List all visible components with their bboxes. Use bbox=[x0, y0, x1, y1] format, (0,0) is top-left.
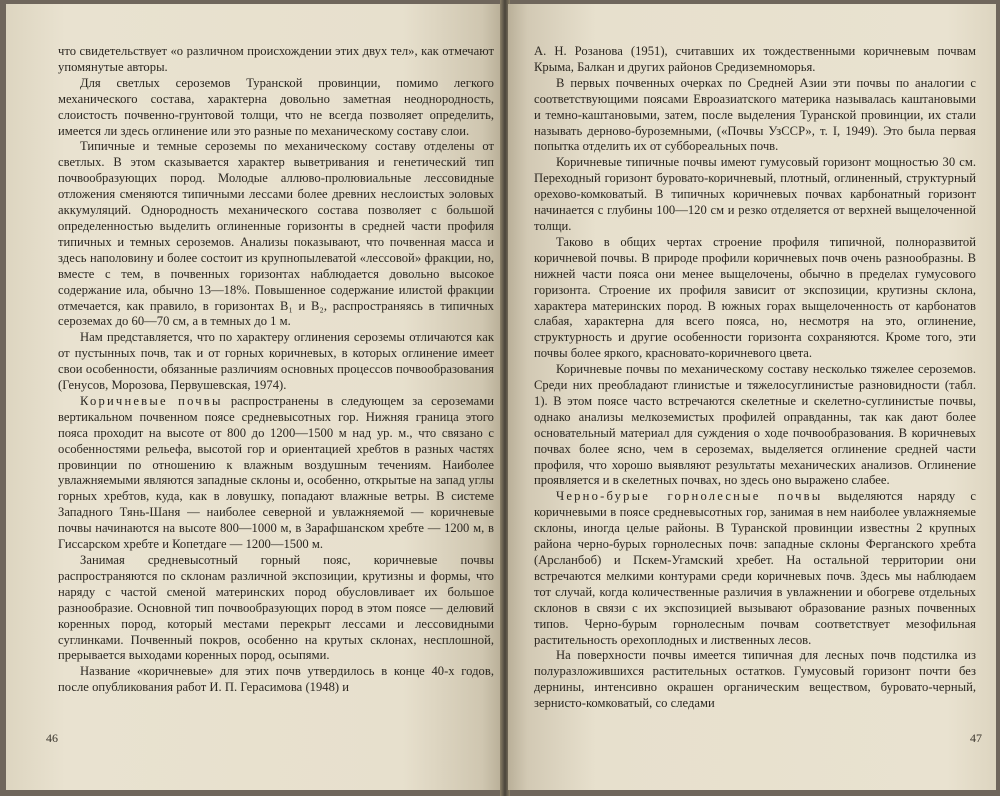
spaced-term: Коричневые почвы bbox=[80, 393, 223, 408]
paragraph: что свидетельствует «о различном происхождении этих двух тел», как отмечают упомянутые авторы. bbox=[58, 44, 494, 74]
paragraph: Коричневые почвы по механическому составу несколько тяжелее сероземов. Среди них преобладают глинистые и тяжелосуглинистые разновидности (табл. 1). В этом поясе часто встречаются скелетные и скелетно-суглинистые почвы, однако анализы мелкоземистых профилей оправданны, так как дают более основательный материал для суждения о ходе почвообразования. В коричневых почвах более ясно, чем в сероземах, выделяется оглинение средней части профиля, что хорошо выявляют результаты механических анализов. Оглинение проявляется и в скелетных почвах, но здесь оно выражено слабее. bbox=[534, 362, 976, 488]
paragraph: Для светлых сероземов Туранской провинции, помимо легкого механического состава, характерна довольно заметная неоднородность, слоистость почвенно-грунтовой толщи, что не всегда позволяет определить, имеется ли здесь оглинение или это разные по механическому составу слои. bbox=[58, 75, 494, 138]
paragraph-continuation: наряду с коричневыми в поясе средневысотных гор, занимая в нем наиболее увлажняемые склоны, иногда целые районы. В Туранской провинции известны 2 крупных района черно-бурых горнолесных почв: западные склоны Ферганского хребта (Арсланбоб) и Пскем-Угамский хребет. На остальной территории они встречаются мелкими контурами среди коричневых почв. Здесь мы наблюдаем тот случай, когда количественные различия в увлажнении и обогреве отдельных склонов в связи с их экспозицией вызывают образование разных почвенных типов. Черно-бурым горнолесным почвам соответствует мезофильная растительность орехоплодных и лиственных лесов. bbox=[534, 489, 977, 647]
paragraph: Название «коричневые» для этих почв утвердилось в конце 40-х годов, после опубликования работ И. П. Герасимова (1948) и bbox=[58, 664, 494, 695]
paragraph: Нам представляется, что по характеру оглинения сероземы отличаются как от пустынных почв, так и от горных коричневых, в которых оглинение имеет свои особенности, обязанные различиям основных процессов почвообразования (Генусов, Морозова, Первушевская, 1974). bbox=[58, 330, 494, 393]
paragraph: В первых почвенных очерках по Средней Азии эти почвы по аналогии с соответствующими поясами Евроазиатского материка называлась каштановыми и темно-каштановыми, затем, после выделения Туранской провинции, их стали называть дерново-буроземными, («Почвы УзССР», т. I, 1949). Это была первая попытка отделить их от суббореальных почв. bbox=[534, 75, 976, 154]
paragraph: На поверхности почвы имеется типичная для лесных почв подстилка из полуразложившихся растительных остатков. Гумусовый горизонт почти без дернины, интенсивно окрашен органическим веществом, буровато-черный, зернисто-комковатый, со следами bbox=[534, 648, 976, 711]
right-page bbox=[508, 4, 996, 790]
paragraph-spaced-term bbox=[58, 394, 494, 553]
paragraph: А. Н. Розанова (1951), считавших их тождественными коричневым почвам Крыма, Балкан и других районов Средиземноморья. bbox=[534, 44, 976, 74]
page-number: 46 bbox=[46, 731, 58, 745]
spaced-term-tail: распространены в следующем за сероземами вертикальном почвенном поясе средневысотных гор. Нижняя граница этого пояса проходит на высоте от 800 до 1200—1500 м над ур. м., что связано с особенностями рельефа, высотой гор и ориентацией хребтов в разных частях провинции по отношению к влажным воздушным течениям. Наиболее увлажняемыми являются западные склоны и, особенно, открытые на запад углы горных хребтов, куда, как в ловушку, попадают влажные ветры. В системе Западного Тянь-Шаня — наиболее северной и увлажняемой — коричневые почвы начинаются на высоте 800—1000 м, в Зарафшанском хребте — 1200 м, в Гиссарском хребте и Копетдаге — 1200—1500 м. bbox=[58, 393, 494, 552]
paragraph: Типичные и темные сероземы по механическому составу отделены от светлых. В этом сказывается характер выветривания и генетический тип почвообразующих пород. Молодые аллюво-пролювиальные лессовидные отложения сменяются типичными лессами более древних неслоистых эоловых аккумуляций. Однородность механического состава позволяет с большой определенностью выделить оглиненные горизонты в средней части профиля типичных и темных сероземов. Анализы показывают, что почвенная масса и здесь наполовину и более состоит из крупнопылеватой «лессовой» фракции, но, вместе с тем, в почвенных горизонтах наблюдается довольно высокое содержание ила, обычно 13—18%. Повышенное содержание илистой фракции отмечается, как правило, в горизонтах B₁ и B₂, распространяясь в типичных сероземах до 60—70 см, а в темных до 1 м. bbox=[58, 139, 494, 329]
spaced-term-tail: выделяются bbox=[837, 489, 903, 504]
paragraph: Коричневые типичные почвы имеют гумусовый горизонт мощностью 30 см. Переходный горизонт буровато-коричневый, плотный, оглиненный, структурный орехово-комковатый. В типичных коричневых почвах карбонатный горизонт начинается с глубины 100—120 см и резко отделяется от верхней выщелоченной толщи. bbox=[534, 155, 976, 233]
paragraph: Таково в общих чертах строение профиля типичной, полноразвитой коричневой почвы. В природе профили коричневых почв очень разнообразны. В нижней части пояса они менее выщелочены, обычно в пределах гумусового горизонта. Строение их профиля зависит от экспозиции, крутизны склона, характера материнских пород. В южных горах выщелоченность от карбонатов слабая, характерна для всего пояса, но, несмотря на это, оглинение, структурность и другие особенности горизонта сохраняются. Кроме того, эти почвы более яркого, красновато-коричневого цвета. bbox=[534, 234, 976, 361]
paragraph: Занимая средневысотный горный пояс, коричневые почвы распространяются по склонам различной экспозиции, крутизны и формы, что наряду с частой сменой материнских пород обусловливает их большое разнообразие. Основной тип почвообразующих пород в этом поясе — делювий коренных пород, который местами перекрыт лессами и лессовидными суглинками. Почвенный покров, особенно на крутых склонах, несплошной, прерывается выходами коренных пород, осыпями. bbox=[58, 553, 494, 663]
right-page-text bbox=[534, 44, 976, 712]
spaced-term: Черно-бурые горнолесные почвы bbox=[556, 489, 823, 504]
left-page-text bbox=[58, 44, 494, 696]
paragraph-spaced-term bbox=[534, 489, 976, 648]
page-number: 47 bbox=[970, 731, 982, 745]
left-page bbox=[6, 4, 502, 790]
